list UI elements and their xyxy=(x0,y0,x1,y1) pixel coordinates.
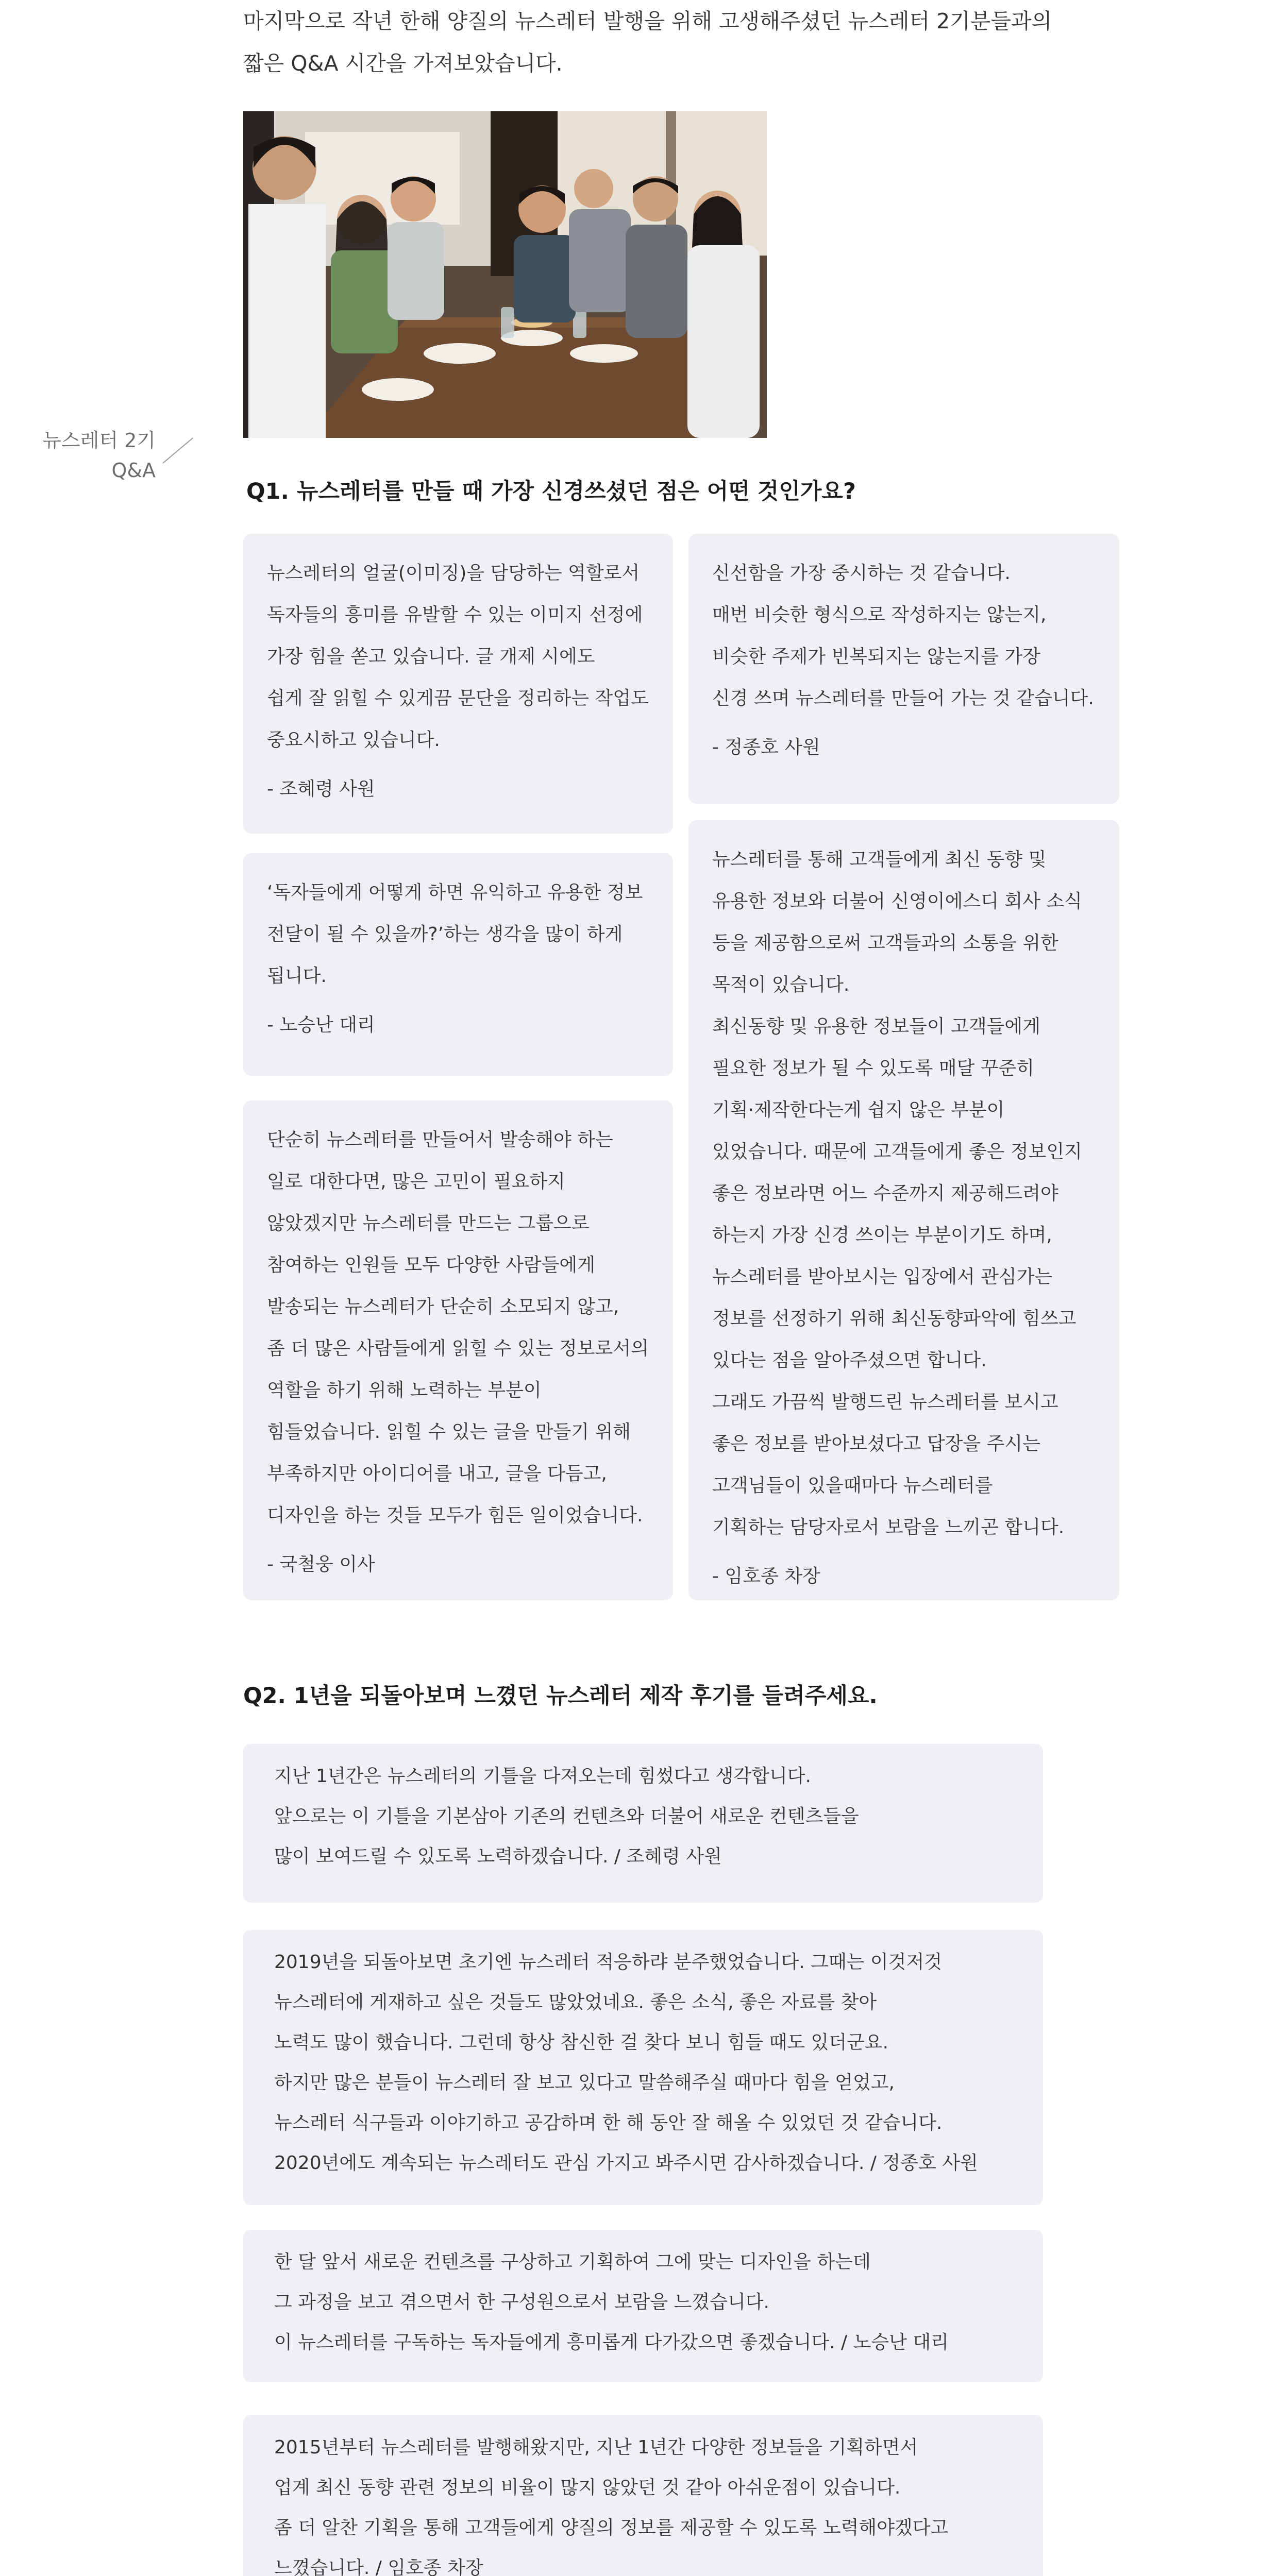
answer-line: 그 과정을 보고 겪으면서 한 구성원으로서 보람을 느꼈습니다. xyxy=(274,2292,769,2313)
answer-line: 한 달 앞서 새로운 컨텐츠를 구상하고 기획하여 그에 맞는 디자인을 하는데 xyxy=(274,2251,871,2273)
q2-answer-card xyxy=(243,2230,1043,2382)
answer-author: - 정종호 사원 xyxy=(712,737,820,758)
answer-author: - 노승난 대리 xyxy=(267,1014,375,1036)
answer-line: 뉴스레터 식구들과 이야기하고 공감하며 한 해 동안 잘 해올 수 있었던 것 같습니다. xyxy=(274,2112,943,2133)
answer-line: 기획하는 담당자로서 보람을 느끼곤 합니다. xyxy=(712,1517,1065,1538)
q2-answer-card xyxy=(243,2415,1043,2576)
answer-line: 쉽게 잘 읽힐 수 있게끔 문단을 정리하는 작업도 xyxy=(267,688,649,709)
side-label-line: 뉴스레터 2기 xyxy=(42,429,156,452)
q1-answer-card xyxy=(243,853,673,1076)
answer-line: 뉴스레터에 게재하고 싶은 것들도 많았었네요. 좋은 소식, 좋은 자료를 찾아 xyxy=(274,1992,877,2013)
q1-title: Q1. 뉴스레터를 만들 때 가장 신경쓰셨던 점은 어떤 것인가요? xyxy=(246,479,856,504)
answer-line: 발송되는 뉴스레터가 단순히 소모되지 않고, xyxy=(267,1296,619,1317)
answer-line: 기획·제작한다는게 쉽지 않은 부분이 xyxy=(712,1099,1005,1121)
answer-line: 않았겠지만 뉴스레터를 만드는 그룹으로 xyxy=(267,1213,590,1234)
answer-line: 부족하지만 아이디어를 내고, 글을 다듬고, xyxy=(267,1463,607,1484)
answer-line: 가장 힘을 쏟고 있습니다. 글 개제 시에도 xyxy=(267,646,595,667)
side-label-divider xyxy=(162,437,193,463)
answer-line: 지난 1년간은 뉴스레터의 기틀을 다져오는데 힘썼다고 생각합니다. xyxy=(274,1766,811,1787)
answer-line: 노력도 많이 했습니다. 그런데 항상 참신한 걸 찾다 보니 힘들 때도 있더군요. xyxy=(274,2032,889,2053)
answer-line: 좀 더 알찬 기획을 통해 고객들에게 양질의 정보를 제공할 수 있도록 노력해야겠다고 xyxy=(274,2517,949,2538)
answer-line: 하는지 가장 신경 쓰이는 부분이기도 하며, xyxy=(712,1225,1052,1246)
answer-author: - 임호종 차장 xyxy=(712,1566,820,1587)
answer-line: 됩니다. xyxy=(267,965,327,987)
intro-line: 짧은 Q&A 시간을 가져보았습니다. xyxy=(243,51,563,76)
answer-line: 등을 제공함으로써 고객들과의 소통을 위한 xyxy=(712,933,1058,954)
answer-line: 이 뉴스레터를 구독하는 독자들에게 흥미롭게 다가갔으면 좋겠습니다. / 노승난 대리 xyxy=(274,2332,949,2353)
q1-answer-card xyxy=(688,534,1119,804)
q1-answer-card xyxy=(243,534,673,834)
answer-line: 유용한 정보와 더불어 신영이에스디 회사 소식 xyxy=(712,891,1082,912)
answer-line: 참여하는 인원들 모두 다양한 사람들에게 xyxy=(267,1255,595,1276)
answer-line: 매번 비슷한 형식으로 작성하지는 않는지, xyxy=(712,604,1047,625)
answer-line: 일로 대한다면, 많은 고민이 필요하지 xyxy=(267,1171,565,1192)
answer-line: 디자인을 하는 것들 모두가 힘든 일이었습니다. xyxy=(267,1505,643,1526)
answer-line: 그래도 가끔씩 발행드린 뉴스레터를 보시고 xyxy=(712,1392,1058,1413)
answer-line: 역할을 하기 위해 노력하는 부분이 xyxy=(267,1380,542,1401)
answer-line: 하지만 많은 분들이 뉴스레터 잘 보고 있다고 말씀해주실 때마다 힘을 얻었고, xyxy=(274,2072,895,2093)
answer-line: 필요한 정보가 될 수 있도록 매달 꾸준히 xyxy=(712,1058,1035,1079)
answer-line: 뉴스레터의 얼굴(이미징)을 담당하는 역할로서 xyxy=(267,563,640,584)
intro-line: 마지막으로 작년 한해 양질의 뉴스레터 발행을 위해 고생해주셨던 뉴스레터 2기분들과의 xyxy=(243,9,1052,33)
answer-line: 좋은 정보라면 어느 수준까지 제공해드려야 xyxy=(712,1183,1058,1204)
group-photo-illustration xyxy=(243,111,767,438)
answer-line: 고객님들이 있을때마다 뉴스레터를 xyxy=(712,1475,993,1496)
answer-line: 뉴스레터를 받아보시는 입장에서 관심가는 xyxy=(712,1266,1053,1287)
answer-line: ‘독자들에게 어떻게 하면 유익하고 유용한 정보 xyxy=(267,882,643,903)
answer-line: 비슷한 주제가 빈복되지는 않는지를 가장 xyxy=(712,646,1040,667)
answer-line: 앞으로는 이 기틀을 기본삼아 기존의 컨텐츠와 더불어 새로운 컨텐츠들을 xyxy=(274,1806,859,1827)
q1-answer-card xyxy=(243,1100,673,1600)
answer-line: 전달이 될 수 있을까?’하는 생각을 많이 하게 xyxy=(267,924,623,945)
q2-title: Q2. 1년을 되돌아보며 느꼈던 뉴스레터 제작 후기를 들려주세요. xyxy=(243,1683,878,1709)
answer-line: 좀 더 많은 사람들에게 읽힐 수 있는 정보로서의 xyxy=(267,1338,649,1359)
answer-line: 좋은 정보를 받아보셨다고 답장을 주시는 xyxy=(712,1433,1040,1454)
answer-line: 많이 보여드릴 수 있도록 노력하겠습니다. / 조혜령 사원 xyxy=(274,1846,722,1867)
answer-line: 힘들었습니다. 읽힐 수 있는 글을 만들기 위해 xyxy=(267,1421,631,1443)
side-label-line: Q&A xyxy=(111,459,156,482)
answer-line: 최신동향 및 유용한 정보들이 고객들에게 xyxy=(712,1016,1040,1037)
answer-line: 신선함을 가장 중시하는 것 같습니다. xyxy=(712,563,1011,584)
answer-line: 2015년부터 뉴스레터를 발행해왔지만, 지난 1년간 다양한 정보들을 기획하면서 xyxy=(274,2437,918,2458)
answer-line: 신경 쓰며 뉴스레터를 만들어 가는 것 같습니다. xyxy=(712,688,1094,709)
answer-line: 단순히 뉴스레터를 만들어서 발송해야 하는 xyxy=(267,1129,613,1150)
answer-line: 뉴스레터를 통해 고객들에게 최신 동향 및 xyxy=(712,849,1047,870)
answer-line: 독자들의 흥미를 유발할 수 있는 이미지 선정에 xyxy=(267,604,643,625)
answer-line: 목적이 있습니다. xyxy=(712,974,850,995)
answer-line: 2019년을 되돌아보면 초기엔 뉴스레터 적응하랴 분주했었습니다. 그때는 이것저것 xyxy=(274,1952,942,1973)
section-side-label xyxy=(31,426,156,485)
team-group-photo xyxy=(243,111,767,438)
answer-author: - 국철웅 이사 xyxy=(267,1554,375,1575)
answer-line: 2020년에도 계속되는 뉴스레터도 관심 가지고 봐주시면 감사하겠습니다. / 정종호 사원 xyxy=(274,2153,978,2174)
q1-answer-card xyxy=(688,820,1119,1600)
answer-line: 업계 최신 동향 관련 정보의 비율이 많지 않았던 것 같아 아쉬운점이 있습니다. xyxy=(274,2477,901,2498)
answer-line: 있다는 점을 알아주셨으면 합니다. xyxy=(712,1350,987,1371)
answer-line: 느꼈습니다. / 임호종 차장 xyxy=(274,2557,483,2576)
answer-line: 중요시하고 있습니다. xyxy=(267,730,440,751)
answer-author: - 조혜령 사원 xyxy=(267,778,375,800)
q2-answer-card xyxy=(243,1930,1043,2205)
answer-line: 정보를 선정하기 위해 최신동향파악에 힘쓰고 xyxy=(712,1308,1077,1329)
answer-line: 있었습니다. 때문에 고객들에게 좋은 정보인지 xyxy=(712,1141,1082,1162)
intro-paragraph xyxy=(243,0,1068,84)
q2-answer-card xyxy=(243,1744,1043,1903)
